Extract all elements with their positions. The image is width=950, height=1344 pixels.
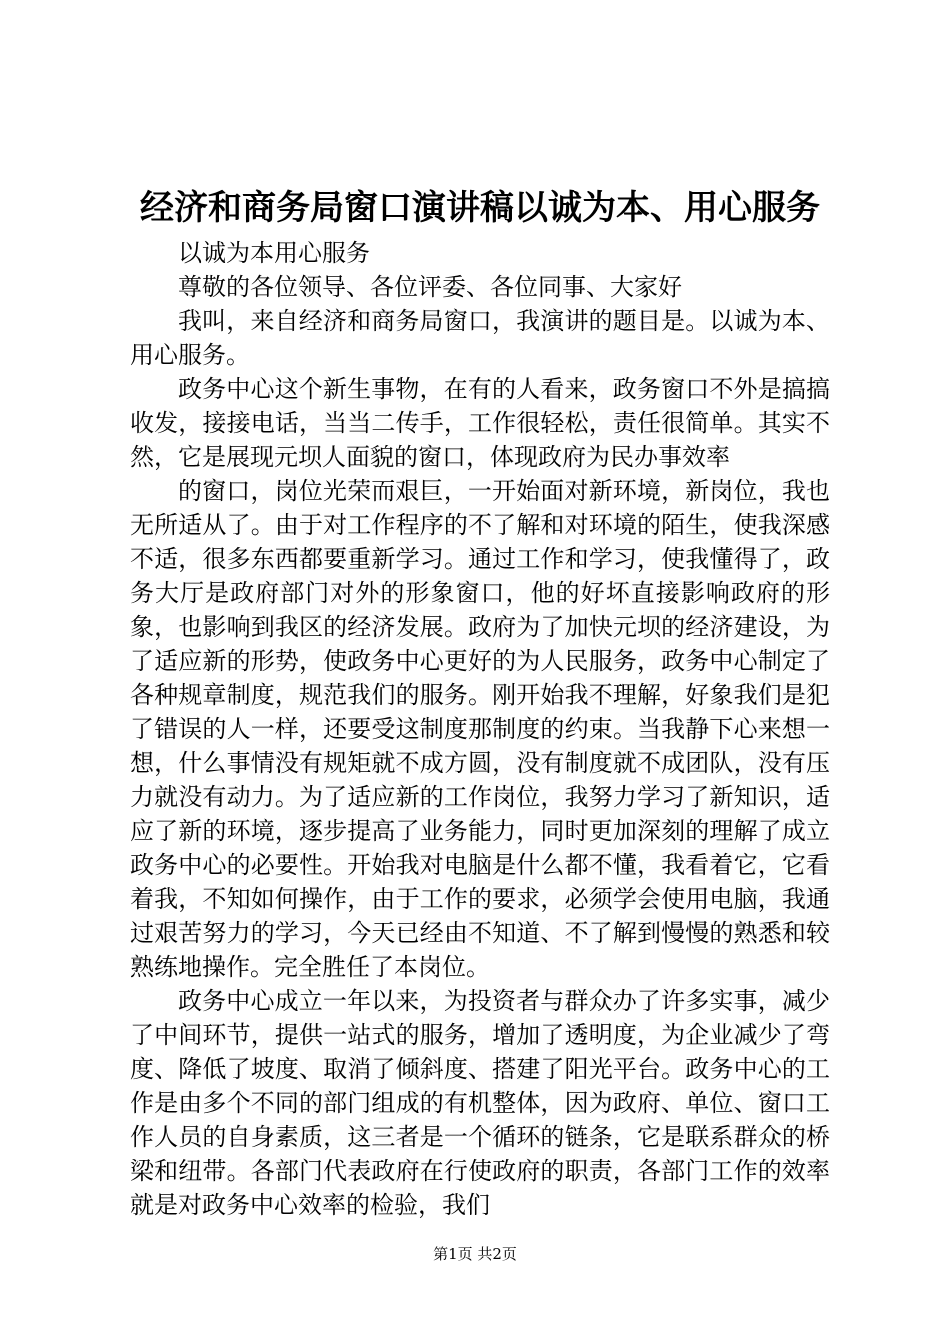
document-body [130, 236, 830, 1222]
document-title: 经济和商务局窗口演讲稿以诚为本、用心服务 [140, 188, 820, 228]
paragraph-body: 的窗口，岗位光荣而艰巨，一开始面对新环境，新岗位，我也无所适从了。由于对工作程序的不了解和对环境的陌生，使我深感不适，很多东西都要重新学习。通过工作和学习，使我懂得了，政务大厅是政府部门对外的形象窗口，他的好坏直接影响政府的形象，也影响到我区的经济发展。政府为了加快元坝的经济建设，为了适应新的形势，使政务中心更好的为人民服务，政务中心制定了各种规章制度，规范我们的服务。刚开始我不理解，好象我们是犯了错误的人一样，还要受这制度那制度的约束。当我静下心来想一想，什么事情没有规矩就不成方圆，没有制度就不成团队，没有压力就没有动力。为了适应新的工作岗位，我努力学习了新知识，适应了新的环境，逐步提高了业务能力，同时更加深刻的理解了成立政务中心的必要性。开始我对电脑是什么都不懂，我看着它，它看着我，不知如何操作，由于工作的要求，必须学会使用电脑，我通过艰苦努力的学习，今天已经由不知道、不了解到慢慢的熟悉和较熟练地操作。完全胜任了本岗位。 [130, 477, 830, 981]
paragraph-body: 政务中心成立一年以来，为投资者与群众办了许多实事，减少了中间环节，提供一站式的服务，增加了透明度，为企业减少了弯度、降低了坡度、取消了倾斜度、搭建了阳光平台。政务中心的工作是由多个不同的部门组成的有机整体，因为政府、单位、窗口工作人员的自身素质，这三者是一个循环的链条，它是联系群众的桥梁和纽带。各部门代表政府在行使政府的职责，各部门工作的效率就是对政务中心效率的检验，我们 [130, 987, 830, 1219]
paragraph-greeting: 尊敬的各位领导、各位评委、各位同事、大家好 [178, 273, 682, 301]
paragraph-body: 政务中心这个新生事物，在有的人看来，政务窗口不外是搞搞收发，接接电话，当当二传手，工作很轻松，责任很简单。其实不然，它是展现元坝人面貌的窗口，体现政府为民办事效率 [130, 375, 830, 471]
page-number-footer: 第1页 共2页 [433, 1245, 517, 1263]
paragraph-subtitle: 以诚为本用心服务 [178, 239, 370, 267]
paragraph-intro: 我叫，来自经济和商务局窗口，我演讲的题目是。以诚为本、用心服务。 [130, 307, 830, 369]
